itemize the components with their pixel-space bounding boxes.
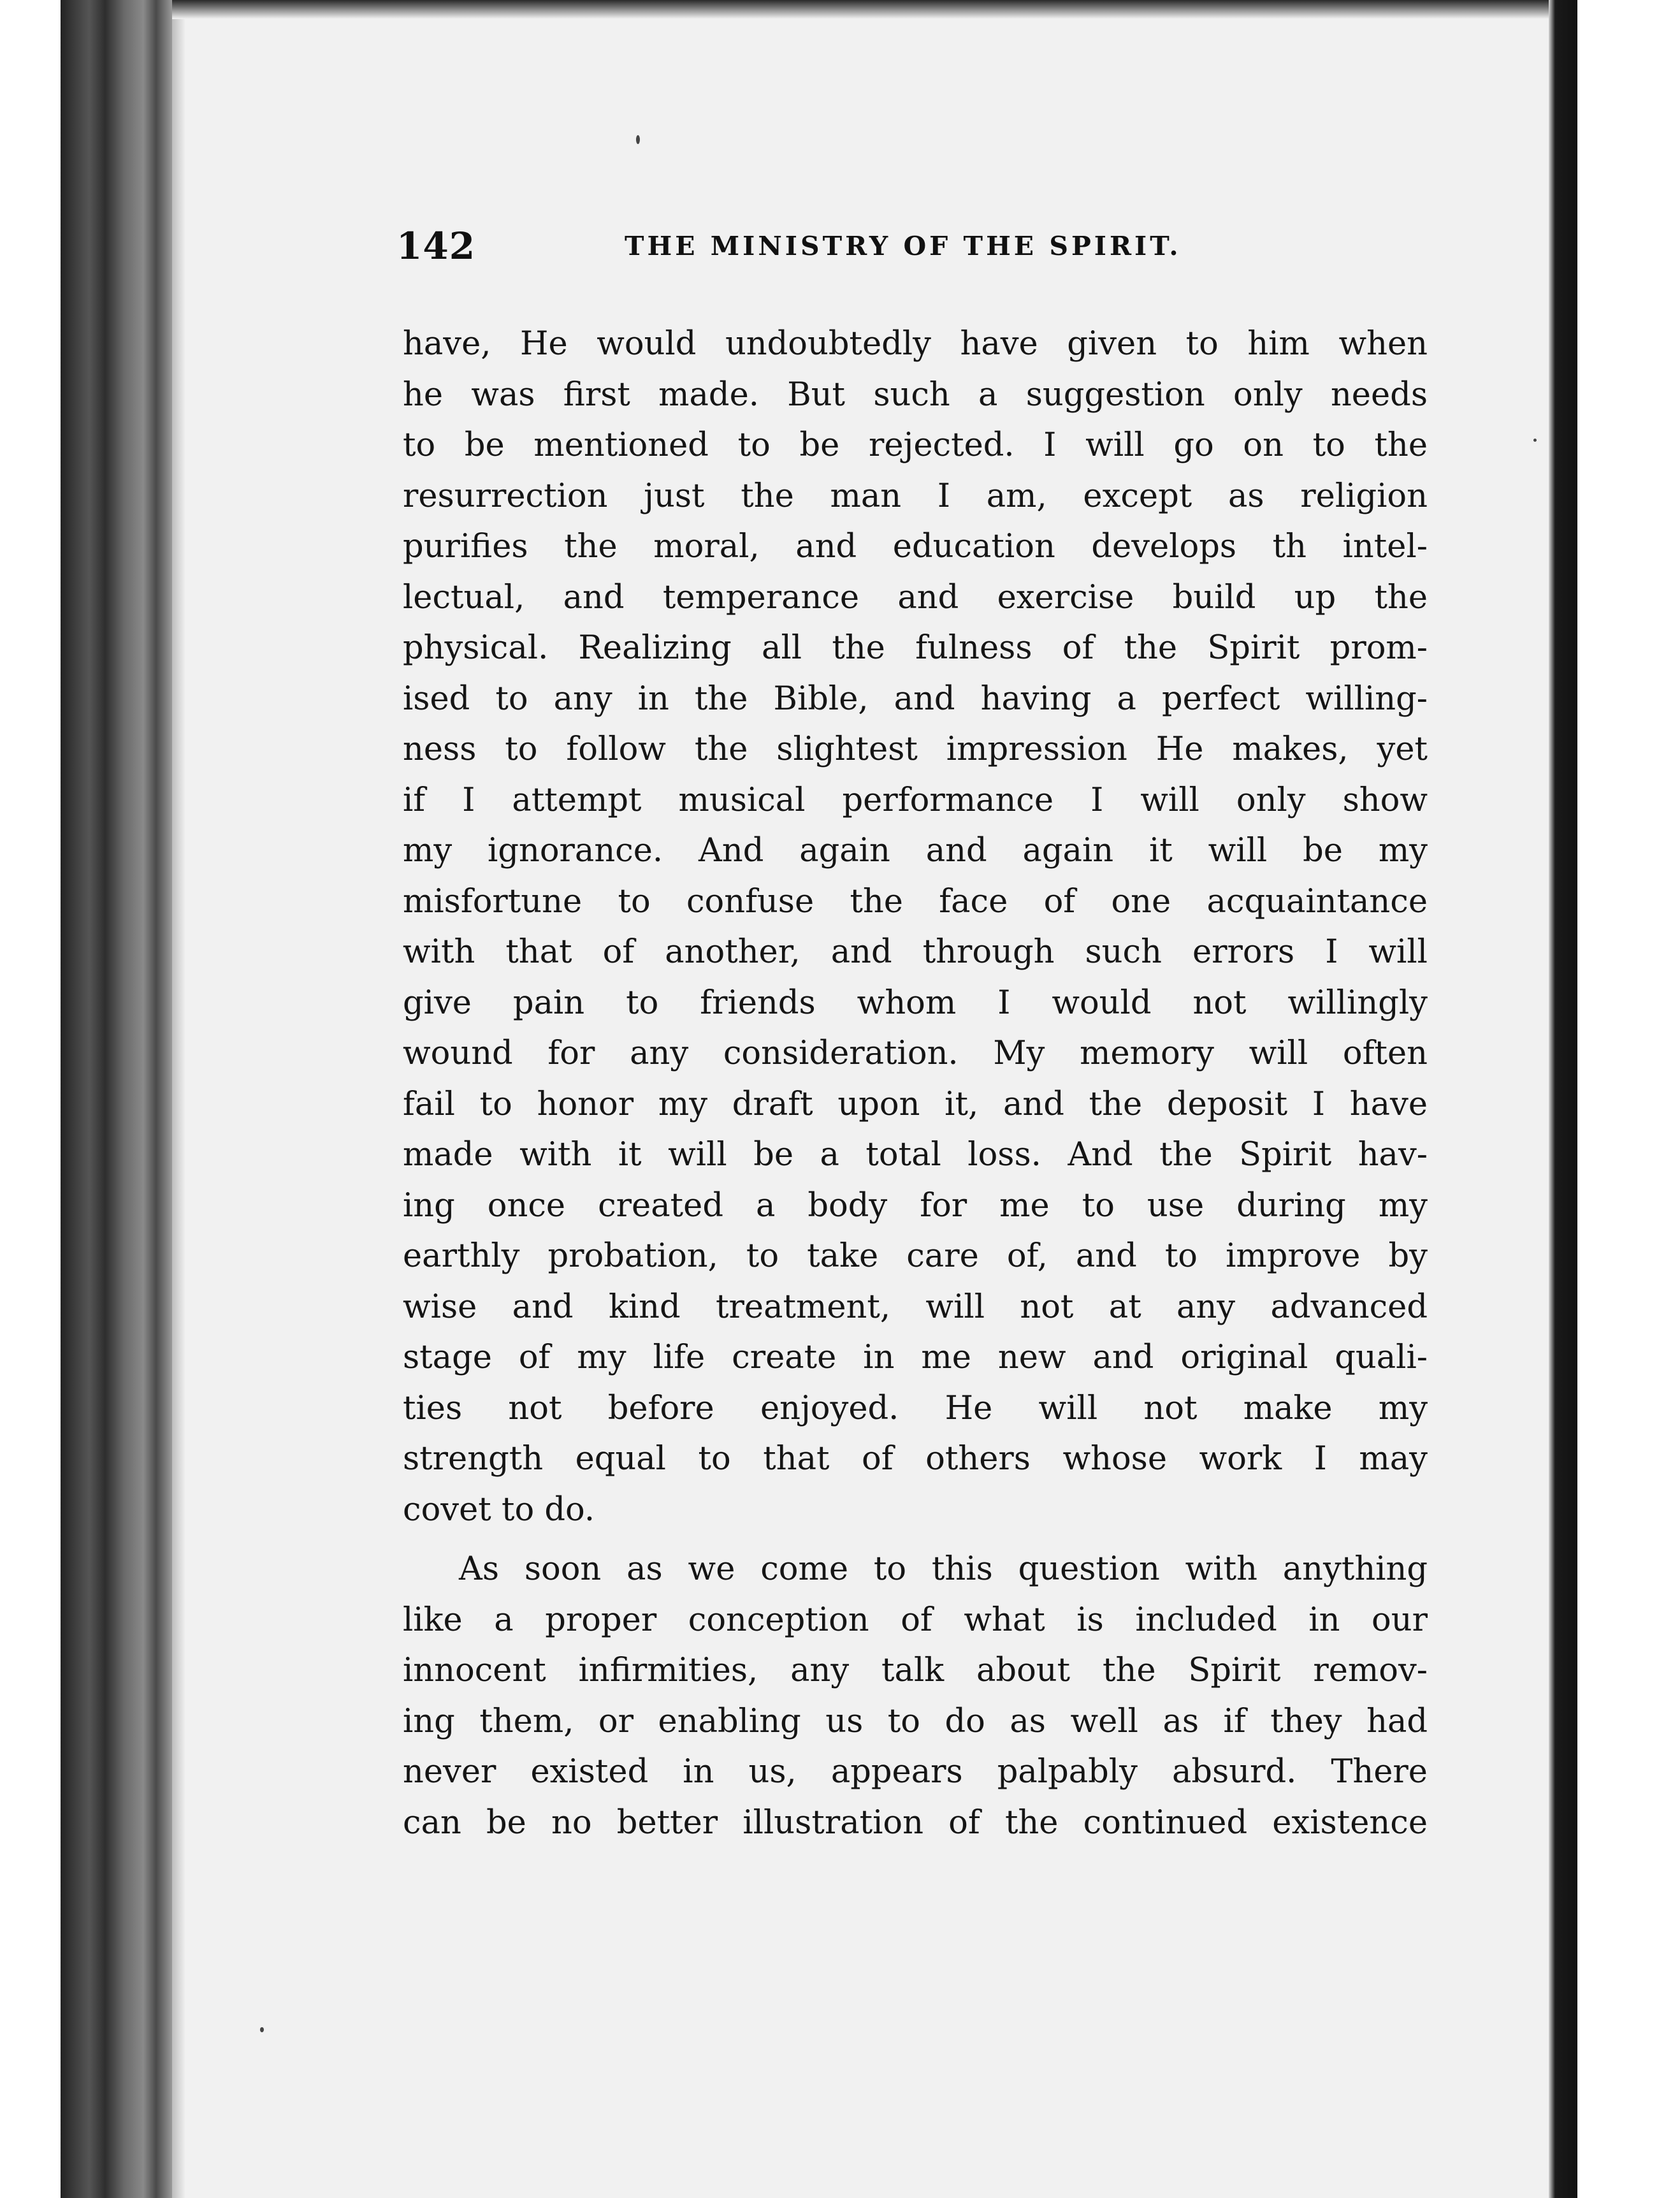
text-line: lectual, and temperance and exercise build up the: [403, 578, 1428, 616]
text-line: with that of another, and through such errors I will: [403, 933, 1428, 971]
book-page-edges: [61, 0, 172, 2198]
text-line: never existed in us, appears palpably absurd. There: [403, 1753, 1428, 1791]
text-line: if I attempt musical performance I will only show: [403, 781, 1428, 819]
scan-speck: [636, 135, 640, 144]
text-line: stage of my life create in me new and original quali-: [403, 1339, 1428, 1376]
right-margin: [1577, 0, 1680, 2198]
page-gutter-shadow: [172, 0, 185, 2198]
text-line: As soon as we come to this question with anything: [459, 1550, 1428, 1588]
body-text: [403, 319, 1428, 1848]
text-line: purifies the moral, and education develops th intel-: [403, 528, 1428, 565]
text-line: can be no better illustration of the continued existence: [403, 1803, 1428, 1842]
facing-page-edge: [1549, 0, 1577, 2198]
text-line: earthly probation, to take care of, and to improve by: [403, 1237, 1428, 1275]
left-margin: [0, 0, 64, 2198]
text-line: physical. Realizing all the fulness of the Spirit prom-: [403, 629, 1428, 667]
text-line: ing once created a body for me to use during my: [403, 1186, 1428, 1225]
paragraph-2: [403, 1544, 1428, 1848]
text-line: innocent infirmities, any talk about the Spirit remov-: [403, 1652, 1428, 1689]
text-line: have, He would undoubtedly have given to him when: [403, 325, 1428, 363]
text-line: covet to do.: [403, 1490, 595, 1529]
scan-speck: [260, 2027, 264, 2032]
scan-speck: [1533, 439, 1537, 442]
text-line: ness to follow the slightest impression He makes, yet: [403, 731, 1428, 768]
text-line: resurrection just the man I am, except as religion: [403, 477, 1428, 515]
text-line: like a proper conception of what is included in our: [403, 1601, 1428, 1639]
page-header: [396, 224, 1199, 269]
text-line: fail to honor my draft upon it, and the deposit I have: [403, 1085, 1428, 1123]
text-line: misfortune to confuse the face of one acquaintance: [403, 882, 1428, 921]
top-edge-shadow: [172, 0, 1549, 19]
text-line: give pain to friends whom I would not willingly: [403, 984, 1428, 1022]
text-line: to be mentioned to be rejected. I will go on to the: [403, 426, 1428, 464]
text-line: ties not before enjoyed. He will not make my: [403, 1389, 1428, 1427]
text-line: wound for any consideration. My memory will often: [403, 1035, 1428, 1072]
text-line: ised to any in the Bible, and having a perfect willing-: [403, 680, 1428, 718]
text-line: wise and kind treatment, will not at any advanced: [403, 1288, 1428, 1326]
text-line: my ignorance. And again and again it will be my: [403, 832, 1428, 870]
running-head: THE MINISTRY OF THE SPIRIT.: [625, 231, 1182, 261]
text-line: he was first made. But such a suggestion only needs: [403, 375, 1428, 414]
page-number: 142: [396, 224, 476, 268]
text-line: strength equal to that of others whose work I may: [403, 1440, 1428, 1478]
text-line: made with it will be a total loss. And the Spirit hav-: [403, 1136, 1428, 1174]
text-line: ing them, or enabling us to do as well as if they had: [403, 1702, 1428, 1740]
paragraph-1: [403, 319, 1428, 1535]
